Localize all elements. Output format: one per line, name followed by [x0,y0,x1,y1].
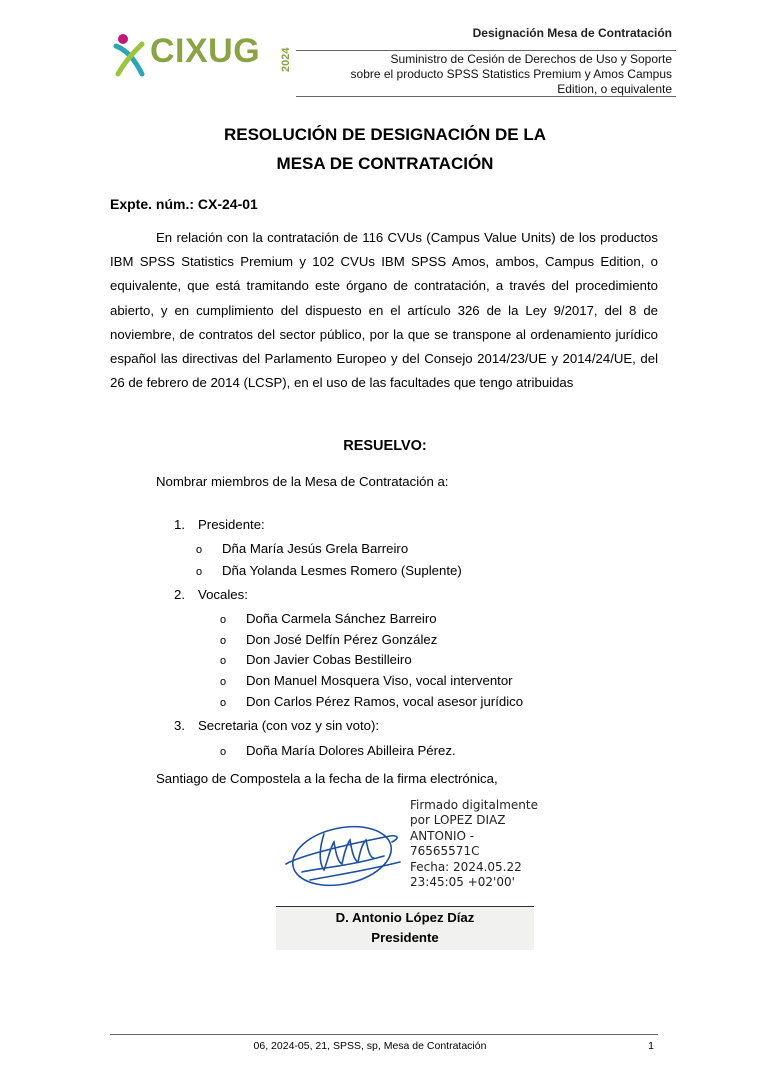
expediente-number: Expte. núm.: CX-24-01 [110,196,258,212]
member-item [220,741,456,762]
member-name: Don José Delfín Pérez González [246,632,438,647]
signature-line: 23:45:05 +02'00' [410,875,515,890]
handwritten-signature-icon [280,806,410,906]
signature-line: Firmado digitalmente [410,798,538,812]
list-item [174,716,379,736]
document-title-line: RESOLUCIÓN DE DESIGNACIÓN DE LA [223,125,547,144]
header-subtitle-line: Suministro de Cesión de Derechos de Uso y Soporte [390,52,672,66]
bullet-icon: o [220,614,227,626]
list-item [174,515,265,535]
member-item [196,539,408,560]
list-label: Secretaria (con voz y sin voto): [198,718,380,733]
bullet-icon: o [220,635,227,647]
digital-signature [276,796,541,906]
member-item [196,561,462,582]
header-rule [296,50,676,51]
signature-line: Fecha: 2024.05.22 [410,859,522,874]
signer-name: D. Antonio López Díaz [335,910,475,925]
member-item [220,630,437,651]
bullet-icon: o [196,544,203,556]
member-item [220,671,513,692]
digital-signature-text [410,798,538,890]
signature-line: por LOPEZ DIAZ [410,813,506,828]
member-item [220,609,437,630]
signer-role: Presidente [371,930,439,945]
list-label: Vocales: [198,587,248,602]
footer-text: 06, 2024-05, 21, SPSS, sp, Mesa de Contratación [253,1040,487,1052]
bullet-icon: o [220,697,227,709]
member-item [220,692,523,713]
signer-box [276,906,534,950]
header-subtitle-rule [296,96,676,97]
bullet-icon: o [220,746,227,758]
member-name: Doña María Dolores Abilleira Pérez. [246,743,456,758]
signature-rule [276,906,534,907]
logo-year: 2024 [280,47,292,72]
bullet-icon: o [220,676,227,688]
document-title [110,120,660,178]
list-label: Presidente: [198,517,265,532]
member-name: Don Javier Cobas Bestilleiro [246,652,412,667]
member-name: Dña María Jesús Grela Barreiro [222,541,409,556]
member-name: Don Carlos Pérez Ramos, vocal asesor jurídico [246,694,524,709]
cixug-logo-mark-icon [112,30,148,78]
list-number: 1. [174,517,185,532]
header-subtitle-line: sobre el producto SPSS Statistics Premium y Amos Campus [350,67,672,81]
document-title-line: MESA DE CONTRATACIÓN [276,154,494,173]
page-number: 1 [648,1040,654,1052]
signature-line: ANTONIO - [410,828,475,843]
logo-text: CIXUG [150,32,261,70]
header-title: Designación Mesa de Contratación [472,26,672,40]
member-name: Dña Yolanda Lesmes Romero (Suplente) [222,563,462,578]
signature-line: 76565571C [410,844,480,859]
member-name: Don Manuel Mosquera Viso, vocal interventor [246,673,513,688]
bullet-icon: o [196,566,203,578]
closing-text: Santiago de Compostela a la fecha de la firma electrónica, [156,771,498,786]
member-name: Doña Carmela Sánchez Barreiro [246,611,437,626]
intro-text: Nombrar miembros de la Mesa de Contratación a: [156,474,449,489]
list-item [174,585,248,605]
footer-rule [110,1034,658,1035]
list-number: 3. [174,718,185,733]
bullet-icon: o [220,655,227,667]
member-item [220,650,412,671]
cixug-logo [112,30,302,78]
list-number: 2. [174,587,185,602]
body-paragraph: En relación con la contratación de 116 CVUs (Campus Value Units) de los productos IBM SPSS Statistics Premium y 102 CVUs IBM SPSS Amos, ambos, Campus Edition, o equivalente, que está tramitando este órgano de contratación, a través del procedimiento abierto, y en cumplimiento del dispuesto en el artículo 326 de la Ley 9/2017, del 8 de noviembre, de contratos del sector público, por la que se transpone al ordenamiento jurídico español las directivas del Parlamento Europeo y del Consejo 2014/23/UE y 2014/24/UE, del 26 de febrero de 2014 (LCSP), en el uso de las facultades que tengo atribuidas [110,230,658,391]
resuelvo-heading: RESUELVO: [343,438,427,454]
header-subtitle [292,52,672,97]
header-subtitle-line: Edition, o equivalente [557,82,672,96]
